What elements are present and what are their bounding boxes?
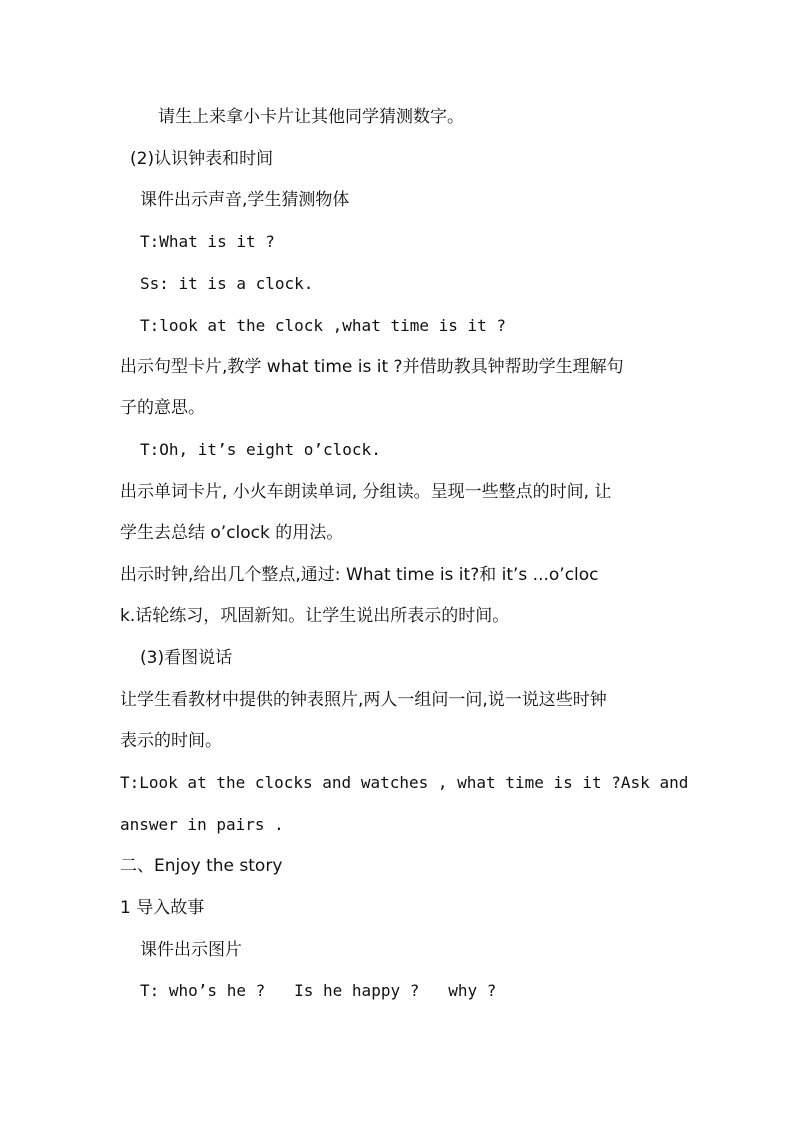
text-line-word-card-cont: 学生去总结 o’clock 的用法。 bbox=[120, 523, 344, 543]
text-line-word-card: 出示单词卡片, 小火车朗读单词, 分组读。呈现一些整点的时间, 让 bbox=[120, 482, 612, 502]
text-line-clock-practice: 出示时钟,给出几个整点,通过: What time is it?和 it’s ...o’cloc bbox=[120, 565, 599, 585]
text-line-sentence-card-cont: 子的意思。 bbox=[120, 398, 205, 418]
dialogue-line-teacher: T:Oh, it’s eight o’clock. bbox=[140, 440, 381, 459]
section-heading-enjoy-story: 二、Enjoy the story bbox=[120, 856, 283, 876]
text-line-courseware-sound: 课件出示声音,学生猜测物体 bbox=[140, 190, 350, 210]
text-line-pair-work-cont: 表示的时间。 bbox=[120, 731, 222, 751]
dialogue-line-teacher: T:What is it ? bbox=[140, 232, 275, 251]
dialogue-line-teacher: T: who’s he ? Is he happy ? why ? bbox=[140, 981, 497, 1000]
text-line-show-picture: 课件出示图片 bbox=[140, 940, 242, 960]
dialogue-line-teacher: T:Look at the clocks and watches , what time is it ?Ask and bbox=[120, 773, 689, 792]
text-line-pair-work: 让学生看教材中提供的钟表照片,两人一组问一问,说一说这些时钟 bbox=[120, 690, 607, 710]
dialogue-line-teacher-cont: answer in pairs . bbox=[120, 815, 284, 834]
dialogue-line-teacher: T:look at the clock ,what time is it ? bbox=[140, 316, 507, 335]
section-heading-clock-time: (2)认识钟表和时间 bbox=[130, 149, 274, 169]
text-line-sentence-card: 出示句型卡片,教学 what time is it ?并借助教具钟帮助学生理解句 bbox=[120, 357, 624, 377]
section-heading-picture-talk: (3)看图说话 bbox=[140, 648, 233, 668]
dialogue-line-students: Ss: it is a clock. bbox=[140, 274, 314, 293]
text-line-instruction: 请生上来拿小卡片让其他同学猜测数字。 bbox=[158, 107, 464, 127]
subheading-story-intro: 1 导入故事 bbox=[120, 898, 205, 918]
text-line-clock-practice-cont: k.话轮练习，巩固新知。让学生说出所表示的时间。 bbox=[120, 606, 510, 626]
